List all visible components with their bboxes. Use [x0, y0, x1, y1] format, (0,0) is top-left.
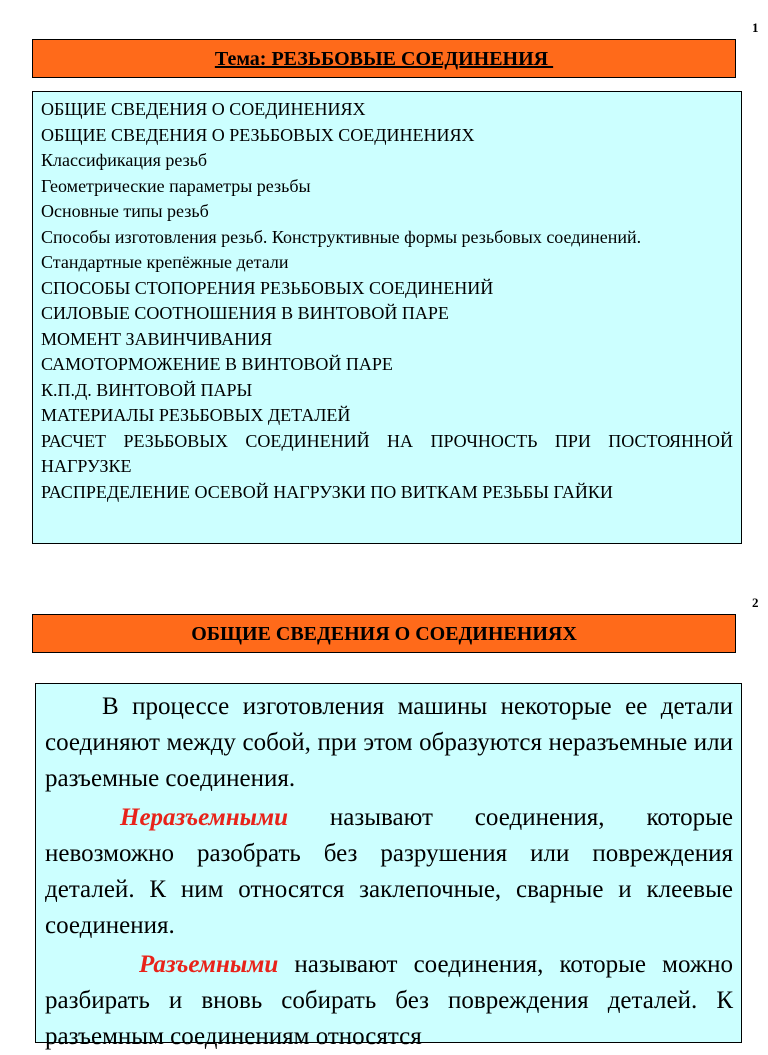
toc-item: К.П.Д. ВИНТОВОЙ ПАРЫ — [41, 379, 253, 400]
toc-item: РАСЧЕТ РЕЗЬБОВЫХ СОЕДИНЕНИЙ НА ПРОЧНОСТЬ ПРИ ПОСТОЯННОЙ НАГРУЗКЕ — [41, 430, 733, 476]
slide2-title: ОБЩИЕ СВЕДЕНИЯ О СОЕДИНЕНИЯХ — [191, 623, 577, 645]
slide-number-1: 1 — [752, 20, 759, 35]
toc-item: Способы изготовления резьб. Конструктивные формы резьбовых соединений. — [41, 226, 642, 247]
toc-item: Основные типы резьб — [41, 201, 209, 221]
toc-item: Геометрические параметры резьбы — [41, 175, 311, 196]
toc-item: Классификация резьб — [41, 150, 208, 170]
paragraph-permanent — [45, 800, 733, 944]
paragraph-intro-text: В процессе изготовления машины некоторые ее детали соединяют между собой, при этом образуются неразъемные или разъемные соединения. — [45, 693, 733, 792]
toc-item: Стандартные крепёжные детали — [41, 252, 289, 272]
toc-item: МАТЕРИАЛЫ РЕЗЬБОВЫХ ДЕТАЛЕЙ — [41, 405, 351, 425]
toc-item: СПОСОБЫ СТОПОРЕНИЯ РЕЗЬБОВЫХ СОЕДИНЕНИЙ — [41, 277, 494, 298]
term-detachable: Разъемными — [139, 951, 279, 978]
toc-item: САМОТОРМОЖЕНИЕ В ВИНТОВОЙ ПАРЕ — [41, 354, 393, 374]
slide1-title-bar — [32, 39, 736, 78]
paragraph-detachable — [45, 947, 733, 1055]
toc-item: РАСПРЕДЕЛЕНИЕ ОСЕВОЙ НАГРУЗКИ ПО ВИТКАМ РЕЗЬБЫ ГАЙКИ — [41, 481, 613, 502]
paragraph-detachable-text: называют соединения, которые можно разбирать и вновь собирать без повреждения деталей. К разъемным соединениям относятся — [45, 951, 733, 1050]
term-permanent: Неразъемными — [120, 804, 288, 831]
toc-item: ОБЩИЕ СВЕДЕНИЯ О СОЕДИНЕНИЯХ — [41, 99, 366, 119]
slide1-title: Тема: РЕЗЬБОВЫЕ СОЕДИНЕНИЯ — [214, 48, 554, 70]
paragraph-intro — [45, 689, 733, 797]
slide-number-2: 2 — [752, 595, 759, 610]
slide2-title-bar — [32, 614, 736, 653]
toc-item: СИЛОВЫЕ СООТНОШЕНИЯ В ВИНТОВОЙ ПАРЕ — [41, 303, 449, 323]
slide2-content — [35, 683, 742, 1050]
toc-item: МОМЕНТ ЗАВИНЧИВАНИЯ — [41, 328, 273, 349]
table-of-contents — [32, 91, 742, 544]
toc-item: ОБЩИЕ СВЕДЕНИЯ О РЕЗЬБОВЫХ СОЕДИНЕНИЯХ — [41, 124, 475, 145]
paragraph-permanent-text: называют соединения, которые невозможно разобрать без разрушения или повреждения деталей. К ним относятся заклепочные, сварные и клеевые соединения. — [45, 804, 733, 939]
